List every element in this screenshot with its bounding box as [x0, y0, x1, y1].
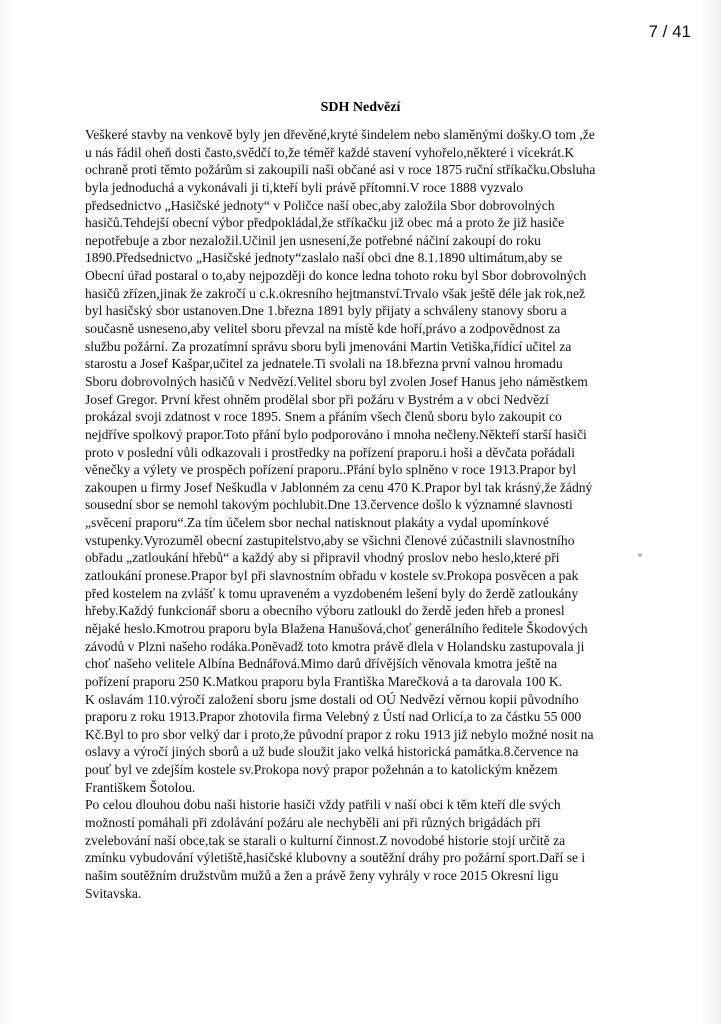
text-line: Josef Gregor. První křest ohněm prodělal sbor při požáru v Bystrém a v obci Nedvězí — [85, 391, 549, 407]
text-line: před kostelem na zvlášť k tomu upraveném a vyzdobeném lešení byly do žerdě zatloukány — [85, 585, 579, 601]
text-line: byla jednoduchá a vykonávali ji ti,kteří byli právě přítomni.V roce 1888 vyzvalo — [85, 179, 524, 195]
document-body — [85, 126, 645, 902]
text-line: praporu z roku 1913.Prapor zhotovila firma Velebný z Ústí nad Orlicí,a to za částku 55 000 — [85, 709, 582, 725]
text-line: hřeby.Každý funkcionář sboru a obecního výboru zatloukl do žerdě jeden hřeb a pronesl — [85, 603, 565, 619]
text-line: starostu a Josef Kašpar,učitel za jednatele.Ti svolali na 18.března první valnou hromadu — [85, 356, 563, 372]
text-line: zakoupen u firmy Josef Neškudla v Jablonném za cenu 470 K.Prapor byl tak krásný,že žádný — [85, 479, 593, 495]
text-line: Františkem Šotolou. — [85, 779, 196, 795]
text-line: zvelebování naší obce,tak se starali o kulturní činnost.Z novodobé historie stojí určitě za — [85, 832, 566, 848]
text-line: obřadu „zatloukání hřebů“ a každý aby si připravil vhodný proslov nebo heslo,které při — [85, 550, 560, 566]
text-line: Veškeré stavby na venkově byly jen dřevěné,kryté šindelem nebo slaměnými došky.O tom ,že — [85, 127, 595, 142]
text-line: službu požární. Za prozatímní správu sboru byli jmenováni Martin Vetiška,řídící učitel za — [85, 338, 572, 354]
text-line: předsednictvo „Hasičské jednoty“ v Poličce naší obec,aby založila Sbor dobrovolných — [85, 197, 555, 213]
document-title: SDH Nedvězí — [320, 100, 401, 115]
text-line: závodů v Plzni našeho rodáka.Poněvadž toto kmotra právě dlela v Holandsku zastupovala ji — [85, 638, 585, 654]
text-line: současně usneseno,aby velitel sboru převzal na místě kde hoří,právo a zodpovědnost za — [85, 321, 561, 337]
text-line: pouť byl ve zdejším kostele sv.Prokopa nový prapor požehnán a to katolickým knězem — [85, 762, 558, 778]
text-line: nejdříve spolkový prapor.Toto přání bylo podporováno i mnoha nečleny.Někteří starší hasiči — [85, 426, 587, 442]
text-line: sousední sbor se nemohl takovým pochlubit.Dne 13.července došlo k významné slavnosti — [85, 497, 573, 513]
text-line: zatloukání pronese.Prapor byl při slavnostním obřadu v kostele sv.Prokopa posvěcen a pak — [85, 568, 579, 584]
page-number: 7 / 41 — [648, 22, 691, 41]
text-line: 1890.Předsednictvo „Hasičské jednoty“zaslalo naší obci dne 8.1.1890 ultimátum,aby se — [85, 250, 563, 266]
text-line: K oslavám 110.výročí založení sboru jsme dostali od OÚ Nedvězí věrnou kopii původního — [85, 691, 579, 707]
text-line: proto v poslední vůli odkazovali i prostředky na pořízení praporu.i hoši a děvčata pořádali — [85, 444, 575, 460]
text-line: u nás řádil oheň dosti často,svědčí to,že téměř každé stavení vyhořelo,některé i vícekrát.K — [85, 144, 575, 160]
text-line: vstupenky.Vyrozuměl obecní zastupitelstvo,aby se všichni členové zúčastnili slavnostního — [85, 532, 575, 548]
text-line: Po celou dlouhou dobu naši historie hasiči vždy patřili v naší obci k těm kteří dle svých — [85, 797, 561, 813]
text-line: věnečky a výlety ve prospěch pořízení praporu..Přání bylo splněno v roce 1913.Prapor byl — [85, 462, 577, 478]
text-line: Obecní úřad postaral o to,aby nejpozději do konce ledna tohoto roku byl Sbor dobrovolných — [85, 268, 587, 284]
text-line: oslavy a výročí jiných sborů a už bude sloužit jako velká historická památka.8.července na — [85, 744, 579, 760]
text-line: nepotřebuje a zbor nezaložil.Učinil jen usnesení,že potřebné náčiní zakoupí do roku — [85, 232, 541, 248]
scan-speck — [638, 553, 642, 557]
text-line: Kč.Byl to pro sbor velký dar i proto,že původní prapor z roku 1913 již nebylo možné nosit na — [85, 726, 594, 742]
text-line: našim soutěžním družstvům mužů a žen a právě ženy vyhrály v roce 2015 Okresní ligu — [85, 867, 559, 883]
text-line: Sboru dobrovolných hasičů v Nedvězí.Velitel sboru byl zvolen Josef Hanus jeho náměstkem — [85, 373, 588, 389]
text-line: nějaké heslo.Kmotrou praporu byla Blažena Hanušová,choť generálního ředitele Škodových — [85, 620, 588, 636]
text-line: „svěcení praporu“.Za tím účelem sbor nechal natisknout plakáty a vydal upomínkové — [85, 515, 549, 531]
text-line: Svitavska. — [85, 885, 142, 901]
text-line: pořízení praporu 250 K.Matkou praporu byla Františka Marečková a ta darovala 100 K. — [85, 673, 563, 689]
text-line: hasičů.Tehdejší obecní výbor předpokládal,že stříkačku již obec má a proto že již hasiče — [85, 215, 565, 231]
text-line: ochraně proti těmto požárům si zakoupili naši občané asi v roce 1875 ruční stříkačku.Obsluha — [85, 162, 596, 178]
text-line: zmínku vybudování výletiště,hasičské klubovny a soutěžní dráhy pro požární sport.Daří se i — [85, 850, 586, 866]
text-line: možností pomáhali při zdolávání požáru ale nechyběli ani při různých brigádách při — [85, 814, 541, 830]
text-line: hasičů zřízen,jinak že zakročí u c.k.okresního hejtmanství.Trvalo však ještě déle jak rok,než — [85, 285, 586, 301]
text-line: byl hasičský sbor ustanoven.Dne 1.března 1891 byly přijaty a schváleny stanovy sboru a — [85, 303, 567, 319]
text-line: prokázal svoji zdatnost v roce 1895. Snem a přáním všech členů sboru bylo zakoupit co — [85, 409, 562, 425]
text-line: choť našeho velitele Albína Bednářová.Mimo darů dřívějších věnovala kmotra ještě na — [85, 656, 558, 672]
